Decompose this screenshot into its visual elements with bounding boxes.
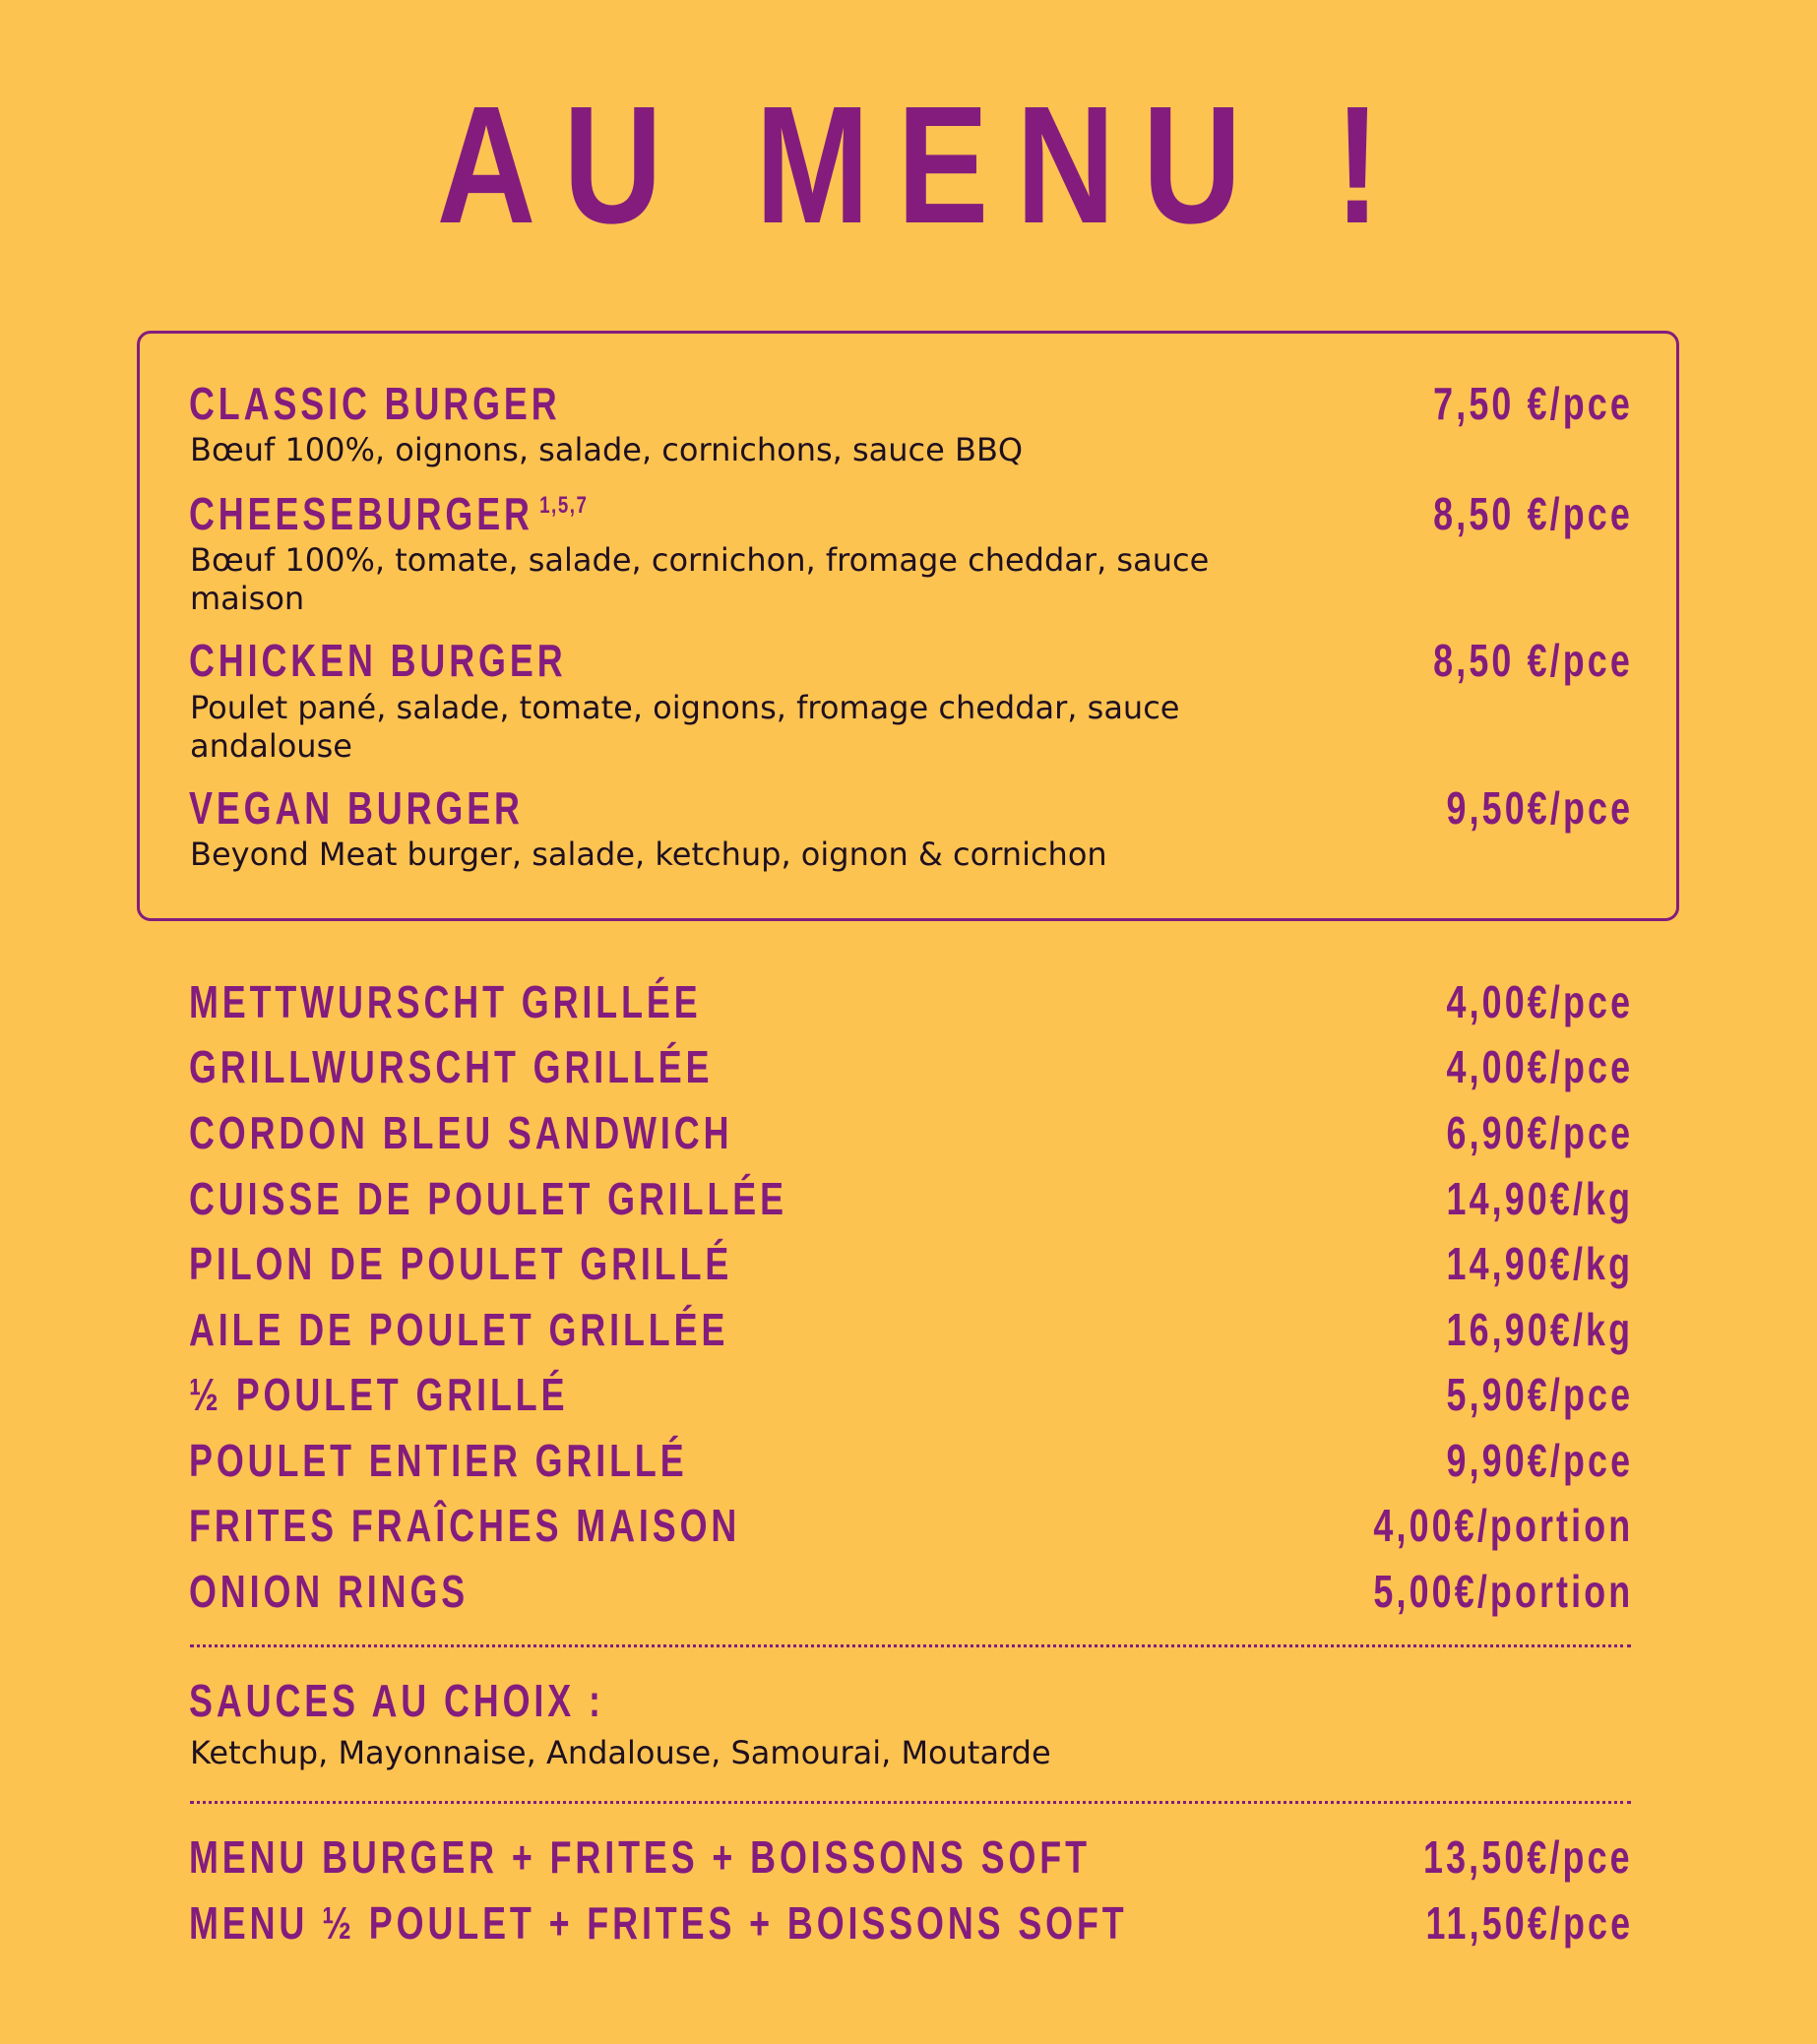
burger-name-chicken: CHICKEN BURGER <box>189 635 567 686</box>
menu-combo-price: 13,50€/pce <box>1423 1831 1633 1883</box>
burger-desc-classic: Bœuf 100%, oignons, salade, cornichons, sauce BBQ <box>190 431 1024 468</box>
burger-name-classic: CLASSIC BURGER <box>189 378 561 429</box>
burger-price-vegan: 9,50€/pce <box>1446 782 1633 834</box>
item-price: 14,90€/kg <box>1446 1173 1633 1224</box>
dotted-divider <box>190 1644 1631 1647</box>
page-title: AU MENU ! <box>436 72 1409 259</box>
item-name: PILON DE POULET GRILLÉ <box>189 1238 733 1289</box>
item-name: FRITES FRAÎCHES MAISON <box>189 1500 741 1551</box>
burger-name-vegan: VEGAN BURGER <box>189 782 524 834</box>
item-name: METTWURSCHT GRILLÉE <box>189 976 702 1027</box>
item-price: 4,00€/pce <box>1446 976 1633 1027</box>
burger-price-chicken: 8,50 €/pce <box>1433 635 1633 686</box>
item-price: 9,90€/pce <box>1446 1435 1633 1486</box>
menu-combo-name: MENU ½ POULET + FRITES + BOISSONS SOFT <box>189 1897 1128 1949</box>
sauces-list: Ketchup, Mayonnaise, Andalouse, Samourai, Moutarde <box>190 1734 1051 1771</box>
burger-desc-cheese: Bœuf 100%, tomate, salade, cornichon, fromage cheddar, sauce maison <box>190 541 1210 617</box>
item-price: 6,90€/pce <box>1446 1107 1633 1158</box>
sauces-title: SAUCES AU CHOIX : <box>189 1675 604 1726</box>
item-price: 16,90€/kg <box>1446 1304 1633 1355</box>
menu-combo-name: MENU BURGER + FRITES + BOISSONS SOFT <box>189 1831 1091 1883</box>
item-name: ONION RINGS <box>189 1566 470 1617</box>
item-price: 5,90€/pce <box>1446 1369 1633 1420</box>
burger-desc-chicken: Poulet pané, salade, tomate, oignons, fromage cheddar, sauce andalouse <box>190 689 1180 765</box>
item-name: CUISSE DE POULET GRILLÉE <box>189 1173 787 1224</box>
menu-combo-price: 11,50€/pce <box>1425 1897 1633 1949</box>
burger-price-cheese: 8,50 €/pce <box>1433 488 1633 539</box>
item-name: CORDON BLEU SANDWICH <box>189 1107 733 1158</box>
item-price: 4,00€/pce <box>1446 1041 1633 1092</box>
item-name: POULET ENTIER GRILLÉ <box>189 1435 688 1486</box>
dotted-divider <box>190 1801 1631 1804</box>
burger-desc-vegan: Beyond Meat burger, salade, ketchup, oignon & cornichon <box>190 836 1107 873</box>
item-name: AILE DE POULET GRILLÉE <box>189 1304 729 1355</box>
item-name: ½ POULET GRILLÉ <box>189 1369 569 1420</box>
burger-price-classic: 7,50 €/pce <box>1433 378 1633 429</box>
item-price: 5,00€/portion <box>1373 1566 1633 1617</box>
item-price: 14,90€/kg <box>1446 1238 1633 1289</box>
allergen-note: 1,5,7 <box>539 492 589 519</box>
burger-name-cheese: CHEESEBURGER $^{1,5,7}$ <box>189 488 589 539</box>
item-price: 4,00€/portion <box>1373 1500 1633 1551</box>
item-name: GRILLWURSCHT GRILLÉE <box>189 1041 714 1092</box>
